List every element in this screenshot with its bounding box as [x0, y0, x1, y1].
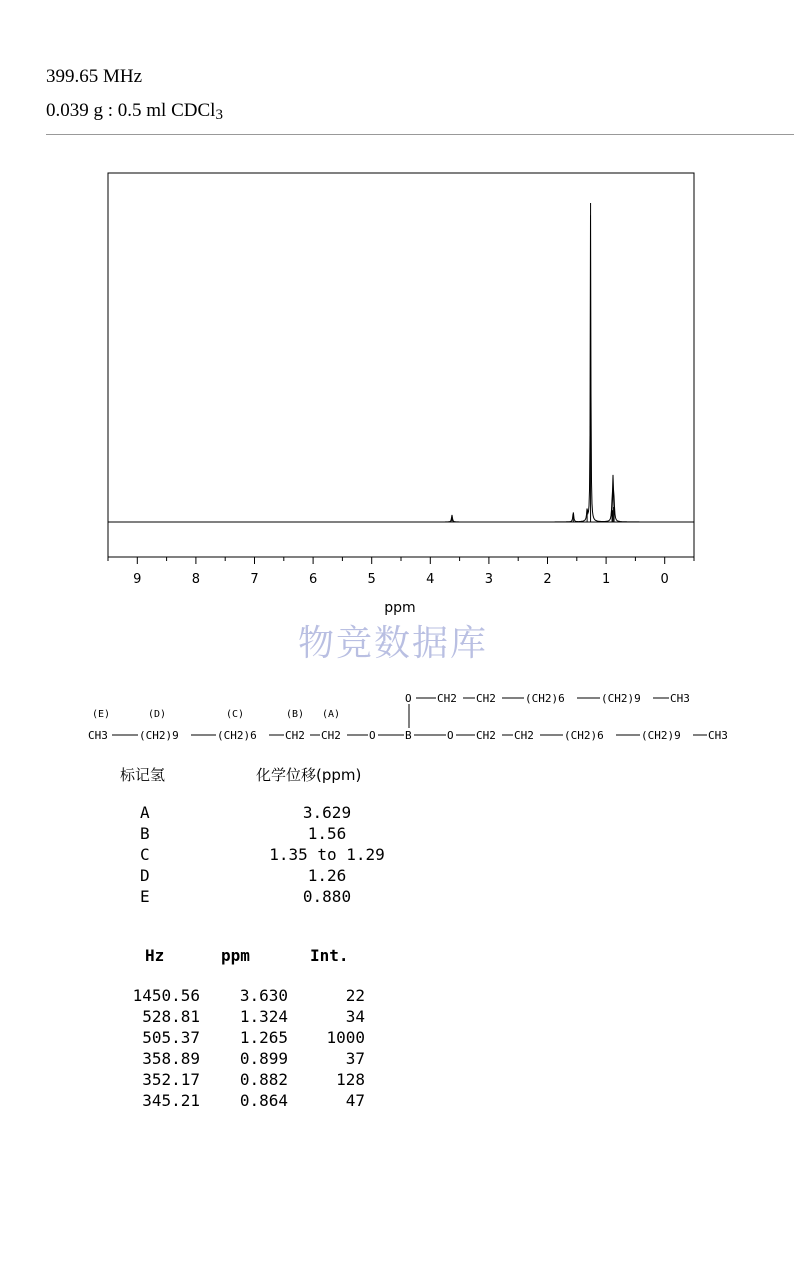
x-tick-label: 4: [426, 572, 435, 587]
label-C: (C): [226, 709, 245, 720]
assignment-shift: 1.35 to 1.29: [269, 845, 385, 864]
assignment-label: D: [140, 866, 150, 885]
x-tick-label: 5: [367, 572, 376, 587]
nmr-spectrum-chart: [0, 0, 794, 620]
peak-hz: 358.89: [142, 1049, 200, 1068]
main-o-right: O: [447, 729, 454, 742]
spectrometer-frequency: 399.65 MHz: [46, 66, 143, 87]
peak-ppm: 3.630: [239, 986, 288, 1005]
spectrum-trace: [108, 215, 694, 522]
peak-ppm: 0.882: [239, 1070, 288, 1089]
plot-frame: [108, 173, 694, 557]
label-D: (D): [148, 709, 167, 720]
peak-intensity: 128: [336, 1070, 365, 1089]
assignment-col-label: 标记氢: [120, 766, 166, 784]
structure-diagram: [0, 680, 794, 750]
sample-concentration-text: 0.039 g : 0.5 ml CDCl: [46, 100, 216, 121]
peak-intensity: 37: [345, 1049, 365, 1068]
upper-ch2-6: (CH2)6: [525, 692, 565, 705]
label-E: (E): [92, 709, 111, 720]
main-ch3-right: CH3: [708, 729, 728, 742]
assignment-label: A: [140, 803, 150, 822]
peak-hz: 528.81: [142, 1007, 200, 1026]
assignment-label: E: [140, 887, 150, 906]
upper-ch3: CH3: [670, 692, 690, 705]
main-ch2-9: (CH2)9: [139, 729, 179, 742]
peak-hz: 352.17: [142, 1070, 200, 1089]
label-B: (B): [286, 709, 305, 720]
peak-col-hz: Hz: [145, 946, 165, 965]
main-o-left: O: [369, 729, 376, 742]
peak-hz: 505.37: [142, 1028, 200, 1047]
peak-intensity: 22: [345, 986, 365, 1005]
assignment-col-shift: 化学位移(ppm): [256, 766, 362, 784]
assignment-label: B: [140, 824, 150, 843]
assignment-shift: 0.880: [302, 887, 352, 906]
peak-col-ppm: ppm: [221, 946, 250, 965]
x-tick-label: 8: [191, 572, 201, 587]
x-tick-label: 6: [308, 572, 318, 587]
x-tick-label: 1: [601, 572, 611, 587]
x-tick-label: 9: [133, 572, 142, 587]
peak-ppm: 0.899: [239, 1049, 288, 1068]
main-ch2-r1: CH2: [476, 729, 496, 742]
x-tick-label: 3: [484, 572, 494, 587]
x-axis-label: ppm: [384, 600, 416, 616]
main-ch2-a: CH2: [321, 729, 341, 742]
x-tick-label: 2: [543, 572, 552, 587]
main-ch2-r2: CH2: [514, 729, 534, 742]
assignment-shift: 1.56: [307, 824, 347, 843]
x-axis-tick-labels: [133, 572, 669, 587]
upper-ch2-1: CH2: [437, 692, 457, 705]
main-ch2-b: CH2: [285, 729, 305, 742]
main-ch2-6: (CH2)6: [217, 729, 257, 742]
peak-ppm: 1.324: [239, 1007, 288, 1026]
assignment-label: C: [140, 845, 150, 864]
peak-col-int: Int.: [310, 946, 349, 965]
assignment-shift: 1.26: [307, 866, 347, 885]
peak-hz: 345.21: [142, 1091, 200, 1110]
assignment-shift: 3.629: [302, 803, 352, 822]
x-tick-label: 7: [250, 572, 259, 587]
peak-hz: 1450.56: [132, 986, 200, 1005]
upper-ch2-9: (CH2)9: [601, 692, 641, 705]
peak-ppm: 1.265: [239, 1028, 288, 1047]
watermark-text: 物竞数据库: [298, 623, 489, 664]
sample-subscript: 3: [215, 107, 223, 123]
main-ch2-r6: (CH2)6: [564, 729, 604, 742]
upper-o-atom: O: [405, 692, 412, 705]
boron-atom: B: [405, 729, 412, 742]
x-axis-ticks: [108, 557, 694, 564]
peak-intensity: 1000: [326, 1028, 365, 1047]
x-tick-label: 0: [660, 572, 669, 587]
peak-intensity: 47: [345, 1091, 365, 1110]
label-A: (A): [322, 709, 341, 720]
main-ch3-left: CH3: [88, 729, 108, 742]
peak-ppm: 0.864: [239, 1091, 288, 1110]
main-ch2-r9: (CH2)9: [641, 729, 681, 742]
upper-ch2-2: CH2: [476, 692, 496, 705]
peak-intensity: 34: [345, 1007, 365, 1026]
